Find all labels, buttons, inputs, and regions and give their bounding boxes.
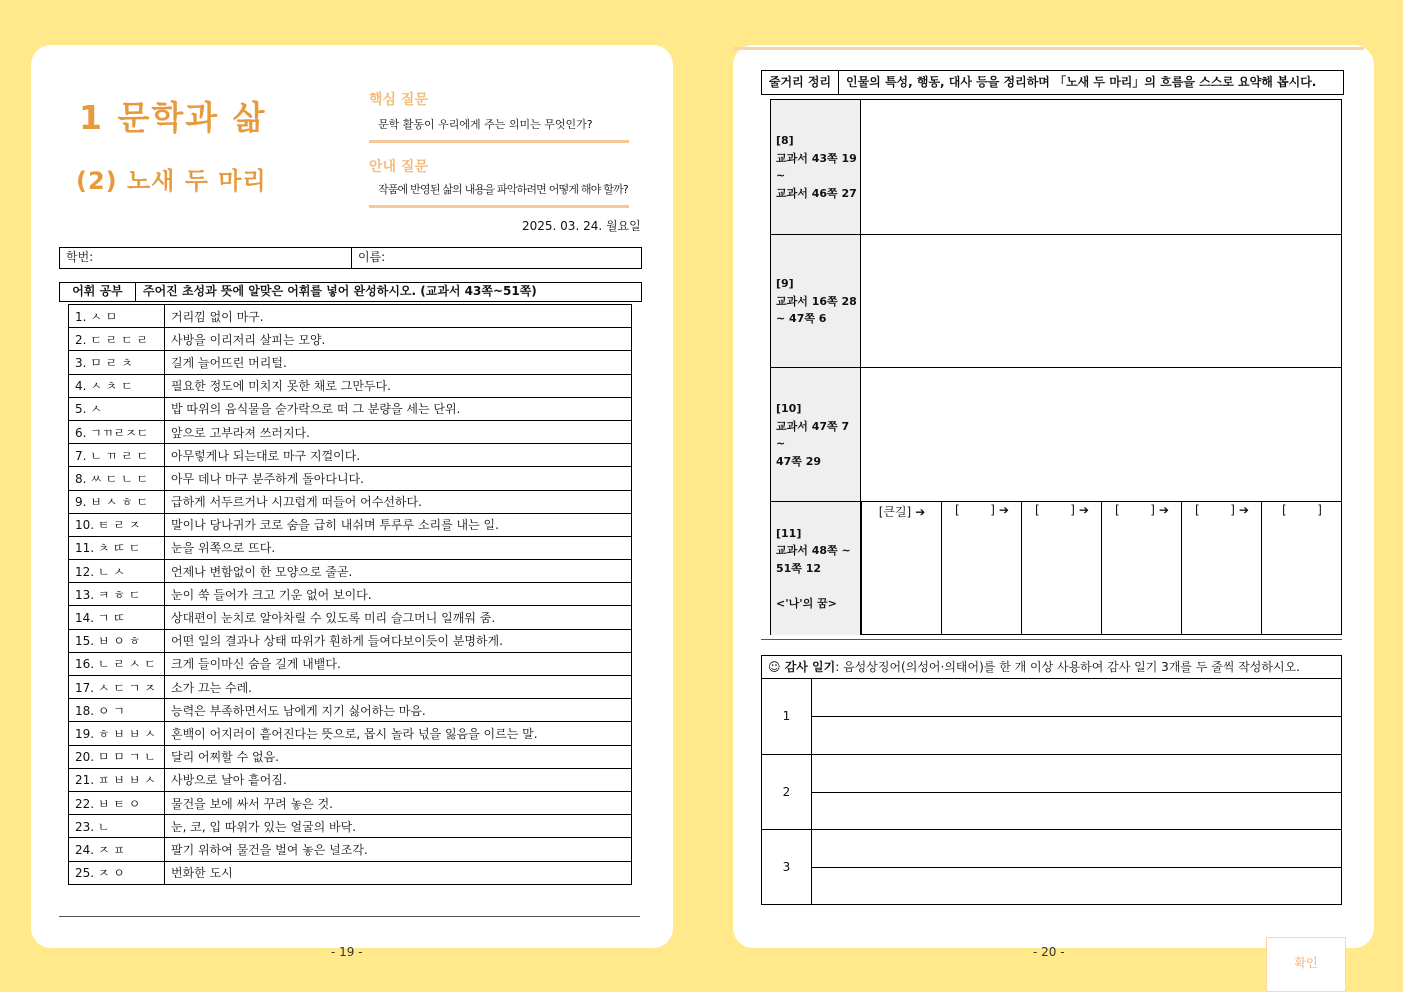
vocab-row (69, 791, 632, 814)
vocab-meaning: 물건을 보에 싸서 꾸려 놓은 것. (165, 791, 632, 814)
bracket-blank (1120, 503, 1151, 517)
vocab-row (69, 652, 632, 675)
chapter-title: 1 문학과 삶 (79, 98, 267, 137)
bracket-blank (1200, 503, 1231, 517)
worksheet-date: 2025. 03. 24. 월요일 (522, 219, 641, 233)
flow-cell-text (1102, 503, 1182, 517)
vocab-initials: 21. ㅍ ㅂ ㅂ ㅅ (69, 768, 165, 791)
bracket-open: [ (1282, 503, 1287, 517)
vocab-initials: 15. ㅂ ㅇ ㅎ (69, 629, 165, 652)
summary-section-label (771, 502, 861, 635)
flow-cell[interactable] (1261, 502, 1341, 635)
vocab-initials: 19. ㅎ ㅂ ㅂ ㅅ (69, 722, 165, 745)
diary-row-number: 1 (762, 679, 812, 754)
bracket-blank (1287, 503, 1318, 517)
vocab-initials: 2. ㄷ ㄹ ㄷ ㄹ (69, 328, 165, 351)
vocab-table (68, 304, 632, 885)
bracket-blank (960, 503, 991, 517)
bracket-close: ] (1150, 503, 1155, 517)
section-label-line: 교과서 46쪽 27 (776, 186, 857, 200)
right-arrow-icon: ➔ (1238, 503, 1249, 517)
vocab-meaning: 눈, 코, 입 따위가 있는 얼굴의 바닥. (165, 815, 632, 838)
diary-instruction: : 음성상징어(의성어·의태어)를 한 개 이상 사용하여 감사 일기 3개를 두 줄씩 작성하시오. (835, 660, 1300, 674)
student-id-field[interactable] (60, 248, 352, 268)
vocab-row (69, 838, 632, 861)
section-label-line: [10] (776, 402, 802, 415)
right-arrow-icon: ➔ (998, 503, 1009, 517)
vocab-initials: 9. ㅂ ㅅ ㅎ ㄷ (69, 490, 165, 513)
bracket-close: ] (1317, 503, 1322, 517)
core-question (369, 116, 629, 143)
flow-cell-text (1182, 503, 1262, 517)
vocab-initials: 14. ㄱ ㄸ (69, 606, 165, 629)
core-question-label: 핵심 질문 (369, 92, 428, 108)
section-label-line: ~ (776, 437, 786, 450)
flow-cell[interactable] (1101, 502, 1181, 635)
vocab-meaning: 눈이 쑥 들어가 크고 기운 없어 보이다. (165, 583, 632, 606)
vocab-row (69, 351, 632, 374)
chapter-subtitle: (2) 노새 두 마리 (76, 167, 267, 195)
vocab-initials: 12. ㄴ ㅅ (69, 560, 165, 583)
vocab-initials: 11. ㅊ ㄸ ㄷ (69, 536, 165, 559)
right-arrow-icon: ➔ (1158, 503, 1169, 517)
vocab-initials: 20. ㅁ ㅁ ㄱ ㄴ (69, 745, 165, 768)
student-name-field[interactable] (352, 248, 641, 268)
vocab-initials: 16. ㄴ ㄹ ㅅ ㄷ (69, 652, 165, 675)
vocab-initials: 18. ㅇ ㄱ (69, 699, 165, 722)
vocab-meaning: 필요한 정도에 미치지 못한 채로 그만두다. (165, 374, 632, 397)
section-label-line: 교과서 16쪽 28 (776, 294, 857, 308)
section-label-line: 47쪽 29 (776, 454, 822, 468)
flow-cell[interactable] (861, 502, 941, 635)
vocab-row (69, 629, 632, 652)
bracket-open: [ (1115, 503, 1120, 517)
diary-write-line[interactable] (812, 868, 1342, 905)
student-name-label: 이름: (358, 250, 386, 264)
summary-table (770, 99, 1342, 635)
vocab-meaning: 혼백이 어지러이 흩어진다는 뜻으로, 몹시 놀라 넋을 잃음을 이르는 말. (165, 722, 632, 745)
vocab-row (69, 536, 632, 559)
vocab-initials: 10. ㅌ ㄹ ㅈ (69, 513, 165, 536)
summary-label: 줄거리 정리 (762, 71, 839, 94)
vocab-meaning: 팔기 위하여 물건을 벌여 놓은 널조각. (165, 838, 632, 861)
diary-row-number: 3 (762, 830, 812, 905)
flow-cell[interactable] (1021, 502, 1101, 635)
diary-write-line[interactable] (812, 755, 1342, 792)
core-question-text: 문학 활동이 우리에게 주는 의미는 무엇인가? (378, 118, 593, 131)
section-label-line: 교과서 48쪽 ~ (776, 544, 851, 558)
summary-write-area[interactable] (861, 100, 1341, 234)
top-accent-rule (733, 47, 1364, 50)
vocab-meaning: 길게 늘어뜨린 머리털. (165, 351, 632, 374)
vocab-meaning: 사방을 이리저리 살피는 모양. (165, 328, 632, 351)
summary-section-row (771, 234, 1341, 368)
vocab-meaning: 어떤 일의 결과나 상태 따위가 훤하게 들여다보이듯이 분명하게. (165, 629, 632, 652)
flow-cell-text (1022, 503, 1102, 517)
vocab-meaning: 소가 끄는 수레. (165, 676, 632, 699)
vocab-row (69, 583, 632, 606)
section-label-line: 51쪽 12 (776, 561, 822, 575)
vocab-row (69, 305, 632, 328)
vocab-initials: 7. ㄴ ㄲ ㄹ ㄷ (69, 444, 165, 467)
page-number-right: - 20 - (1033, 945, 1065, 959)
section-label-line: [8] (776, 134, 794, 147)
vocab-meaning: 아무렇게나 되는대로 마구 지껄이다. (165, 444, 632, 467)
vocab-row (69, 420, 632, 443)
guide-question-label: 안내 질문 (369, 159, 428, 175)
student-info-box (59, 247, 642, 269)
section-label-line: ~ 47쪽 6 (776, 312, 827, 326)
section-label-line (776, 577, 855, 595)
vocab-initials: 6. ㄱㄲㄹㅈㄷ (69, 420, 165, 443)
vocab-row (69, 374, 632, 397)
summary-section-label (771, 100, 861, 234)
vocab-initials: 3. ㅁ ㄹ ㅊ (69, 351, 165, 374)
section-label-line: <'나'의 꿈> (776, 596, 837, 610)
summary-write-area[interactable] (861, 368, 1341, 502)
diary-write-line[interactable] (812, 830, 1342, 867)
vocab-row (69, 676, 632, 699)
bracket-close: ] (1230, 503, 1235, 517)
vocab-meaning: 사방으로 날아 흩어짐. (165, 768, 632, 791)
vocab-initials: 5. ㅅ (69, 397, 165, 420)
summary-section-label (771, 235, 861, 368)
diary-table (761, 679, 1342, 905)
vocab-initials: 8. ㅆ ㄷ ㄴ ㄷ (69, 467, 165, 490)
diary-row-number: 2 (762, 755, 812, 830)
vocab-initials: 22. ㅂ ㅌ ㅇ (69, 791, 165, 814)
section-label-line: [9] (776, 277, 794, 291)
flow-cell[interactable] (941, 502, 1021, 635)
confirm-button[interactable]: 확인 (1266, 937, 1346, 992)
summary-section-row (771, 100, 1341, 234)
vocab-initials: 1. ㅅ ㅁ (69, 305, 165, 328)
bracket-close: ] (990, 503, 995, 517)
summary-write-area[interactable] (861, 235, 1341, 368)
vocab-meaning: 눈을 위쪽으로 뜨다. (165, 536, 632, 559)
vocab-initials: 17. ㅅ ㄷ ㄱ ㅈ (69, 676, 165, 699)
flow-cell-text (1262, 503, 1342, 517)
vocab-initials: 24. ㅈ ㅍ (69, 838, 165, 861)
vocab-meaning: 밥 따위의 음식물을 숟가락으로 떠 그 분량을 세는 단위. (165, 397, 632, 420)
vocab-row (69, 397, 632, 420)
diary-write-line[interactable] (812, 679, 1342, 716)
vocab-initials: 25. ㅈ ㅇ (69, 861, 165, 884)
guide-question-text: 작품에 반영된 삶의 내용을 파악하려면 어떻게 해야 할까? (378, 183, 628, 196)
vocab-meaning: 말이나 당나귀가 코로 숨을 급히 내쉬며 투루루 소리를 내는 일. (165, 513, 632, 536)
vocab-meaning: 달리 어찌할 수 없음. (165, 745, 632, 768)
vocab-row (69, 745, 632, 768)
summary-section-row (771, 501, 1341, 635)
vocab-initials: 13. ㅋ ㅎ ㄷ (69, 583, 165, 606)
vocab-meaning: 거리낌 없이 마구. (165, 305, 632, 328)
section-label-line: [11] (776, 526, 802, 540)
diary-row (762, 754, 1342, 830)
vocab-meaning: 번화한 도시 (165, 861, 632, 884)
diary-row (762, 829, 1342, 905)
summary-instruction: 인물의 특성, 행동, 대사 등을 정리하며 「노새 두 마리」의 흐름을 스스로 요약해 봅시다. (846, 75, 1317, 89)
vocab-meaning: 아무 데나 마구 분주하게 돌아다니다. (165, 467, 632, 490)
summary-section-label (771, 368, 861, 502)
vocab-meaning: 능력은 부족하면서도 남에게 지기 싫어하는 마음. (165, 699, 632, 722)
vocab-row (69, 490, 632, 513)
bracket-open: [ (1035, 503, 1040, 517)
summary-header (761, 70, 1344, 95)
vocab-meaning: 언제나 변함없이 한 모양으로 줄곧. (165, 560, 632, 583)
diary-header (761, 655, 1342, 679)
vocab-initials: 4. ㅅ ㅊ ㄷ (69, 374, 165, 397)
flow-cell[interactable] (1181, 502, 1261, 635)
vocab-row (69, 722, 632, 745)
bracket-close: ] (1070, 503, 1075, 517)
vocab-row (69, 606, 632, 629)
diary-label: ☺ 감사 일기 (768, 660, 836, 674)
flow-start-label: [큰길] (878, 505, 912, 519)
vocab-row (69, 467, 632, 490)
vocab-meaning: 크게 들이마신 숨을 길게 내뱉다. (165, 652, 632, 675)
bracket-blank (1040, 503, 1071, 517)
vocab-header (59, 282, 642, 302)
section-label-line: 교과서 47쪽 7 (776, 419, 850, 433)
left-bottom-rule (59, 916, 640, 917)
diary-write-line[interactable] (812, 717, 1342, 754)
summary-section-row (771, 367, 1341, 502)
diary-row (762, 679, 1342, 754)
vocab-meaning: 상대편이 눈치로 알아차릴 수 있도록 미리 슬그머니 일깨워 줌. (165, 606, 632, 629)
flow-cell-text (942, 503, 1022, 517)
vocab-initials: 23. ㄴ (69, 815, 165, 838)
vocab-meaning: 급하게 서두르거나 시끄럽게 떠들어 어수선하다. (165, 490, 632, 513)
bracket-open: [ (955, 503, 960, 517)
page-number-left: - 19 - (331, 945, 363, 959)
vocab-instruction: 주어진 초성과 뜻에 알맞은 어휘를 넣어 완성하시오. (교과서 43쪽~51쪽) (143, 284, 537, 298)
vocab-row (69, 861, 632, 884)
bracket-open: [ (1195, 503, 1200, 517)
guide-question (369, 181, 629, 208)
right-divider-rule (761, 639, 1342, 640)
vocab-row (69, 768, 632, 791)
right-arrow-icon: ➔ (915, 505, 926, 519)
vocab-meaning: 앞으로 고부라져 쓰러지다. (165, 420, 632, 443)
vocab-row (69, 444, 632, 467)
section-label-line: ~ (776, 169, 786, 182)
vocab-row (69, 699, 632, 722)
vocab-row (69, 815, 632, 838)
diary-write-line[interactable] (812, 793, 1342, 830)
vocab-row (69, 328, 632, 351)
vocab-row (69, 560, 632, 583)
flow-cell-text (862, 503, 942, 520)
vocab-label: 어휘 공부 (60, 283, 136, 301)
right-arrow-icon: ➔ (1078, 503, 1089, 517)
vocab-row (69, 513, 632, 536)
section-label-line: 교과서 43쪽 19 (776, 151, 857, 165)
student-id-label: 학번: (66, 250, 94, 264)
